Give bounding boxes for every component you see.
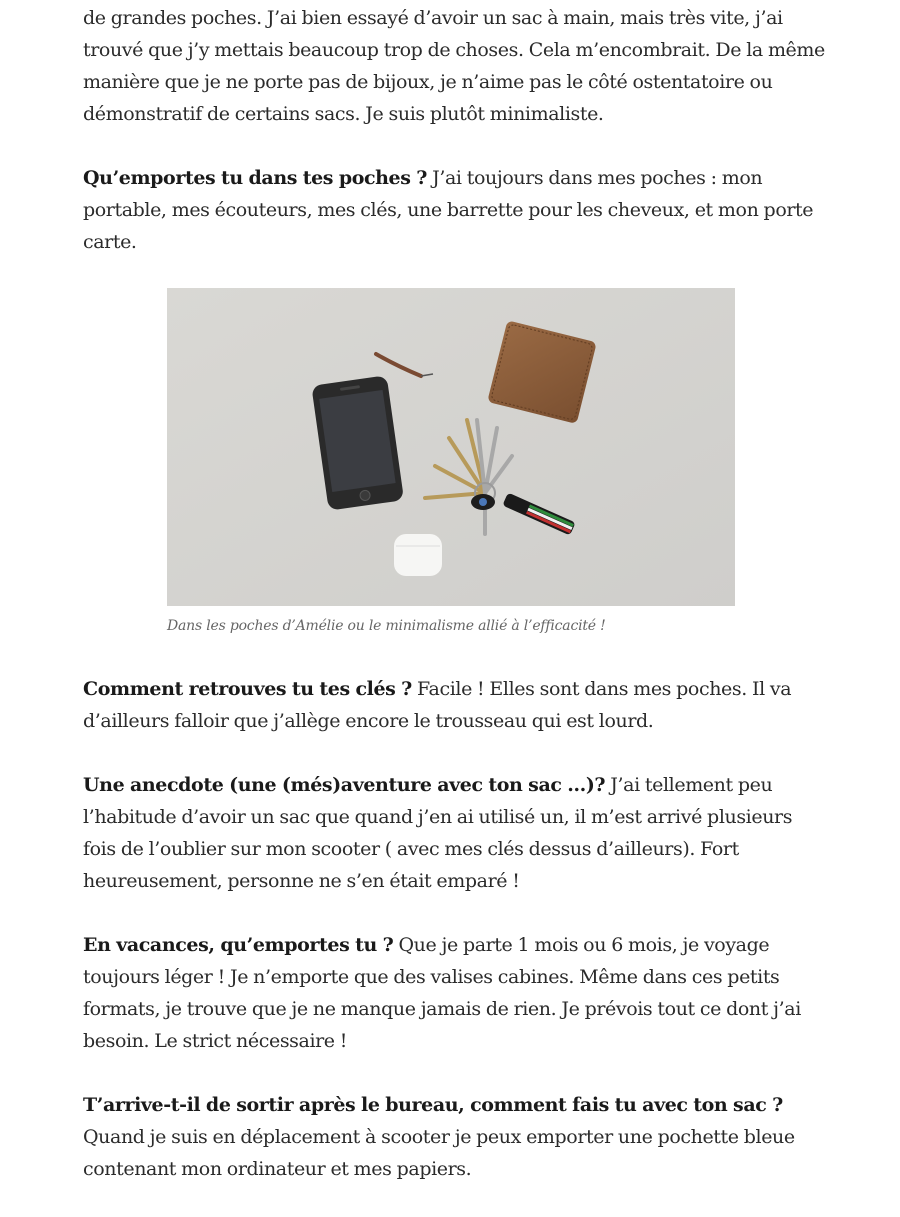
answer-keys: Facile ! Elles sont dans mes poches. Il va d’ailleurs falloir que j’allège encore le trousseau qui est lourd. — [83, 678, 792, 732]
paragraph-after-work — [83, 1089, 828, 1185]
answer-after-work: Quand je suis en déplacement à scooter je peux emporter une pochette bleue contenant mon ordinateur et mes papiers. — [83, 1126, 795, 1180]
article-body — [83, 2, 828, 1217]
question-after-work: T’arrive-t-il de sortir après le bureau, comment fais tu avec ton sac ? — [83, 1094, 783, 1116]
question-vacation: En vacances, qu’emportes tu ? — [83, 934, 394, 956]
figure-caption: Dans les poches d’Amélie ou le minimalisme allié à l’efficacité ! — [167, 618, 606, 634]
answer-vacation: Que je parte 1 mois ou 6 mois, je voyage toujours léger ! Je n’emporte que des valises cabines. Même dans ces petits formats, je trouve que je ne manque jamais de rien. Je prévois tout ce dont j’ai besoin. Le strict nécessaire ! — [83, 934, 801, 1052]
question-keys: Comment retrouves tu tes clés ? — [83, 678, 412, 700]
figure — [167, 288, 735, 636]
paragraph-intro: de grandes poches. J’ai bien essayé d’avoir un sac à main, mais très vite, j’ai trouvé que j’y mettais beaucoup trop de choses. Cela m’encombrait. De la même manière que je ne porte pas de bijoux, je n’aime pas le côté ostentatoire ou démonstratif de certains sacs. Je suis plutôt minimaliste. — [83, 7, 825, 125]
paragraph-vacation — [83, 929, 828, 1057]
paragraph-pockets — [83, 162, 828, 258]
answer-pockets: J’ai toujours dans mes poches : mon portable, mes écouteurs, mes clés, une barrette pour les cheveux, et mon porte carte. — [83, 167, 814, 253]
paragraph-anecdote — [83, 769, 828, 897]
question-pockets: Qu’emportes tu dans tes poches ? — [83, 167, 427, 189]
answer-anecdote: J’ai tellement peu l’habitude d’avoir un sac que quand j’en ai utilisé un, il m’est arrivé plusieurs fois de l’oublier sur mon scooter ( avec mes clés dessus d’ailleurs). Fort heureusement, personne ne s’en était emparé ! — [83, 774, 793, 892]
question-anecdote: Une anecdote (une (més)aventure avec ton sac …)? — [83, 774, 606, 796]
pocket-contents-photo — [167, 288, 735, 606]
paragraph-keys — [83, 673, 828, 737]
